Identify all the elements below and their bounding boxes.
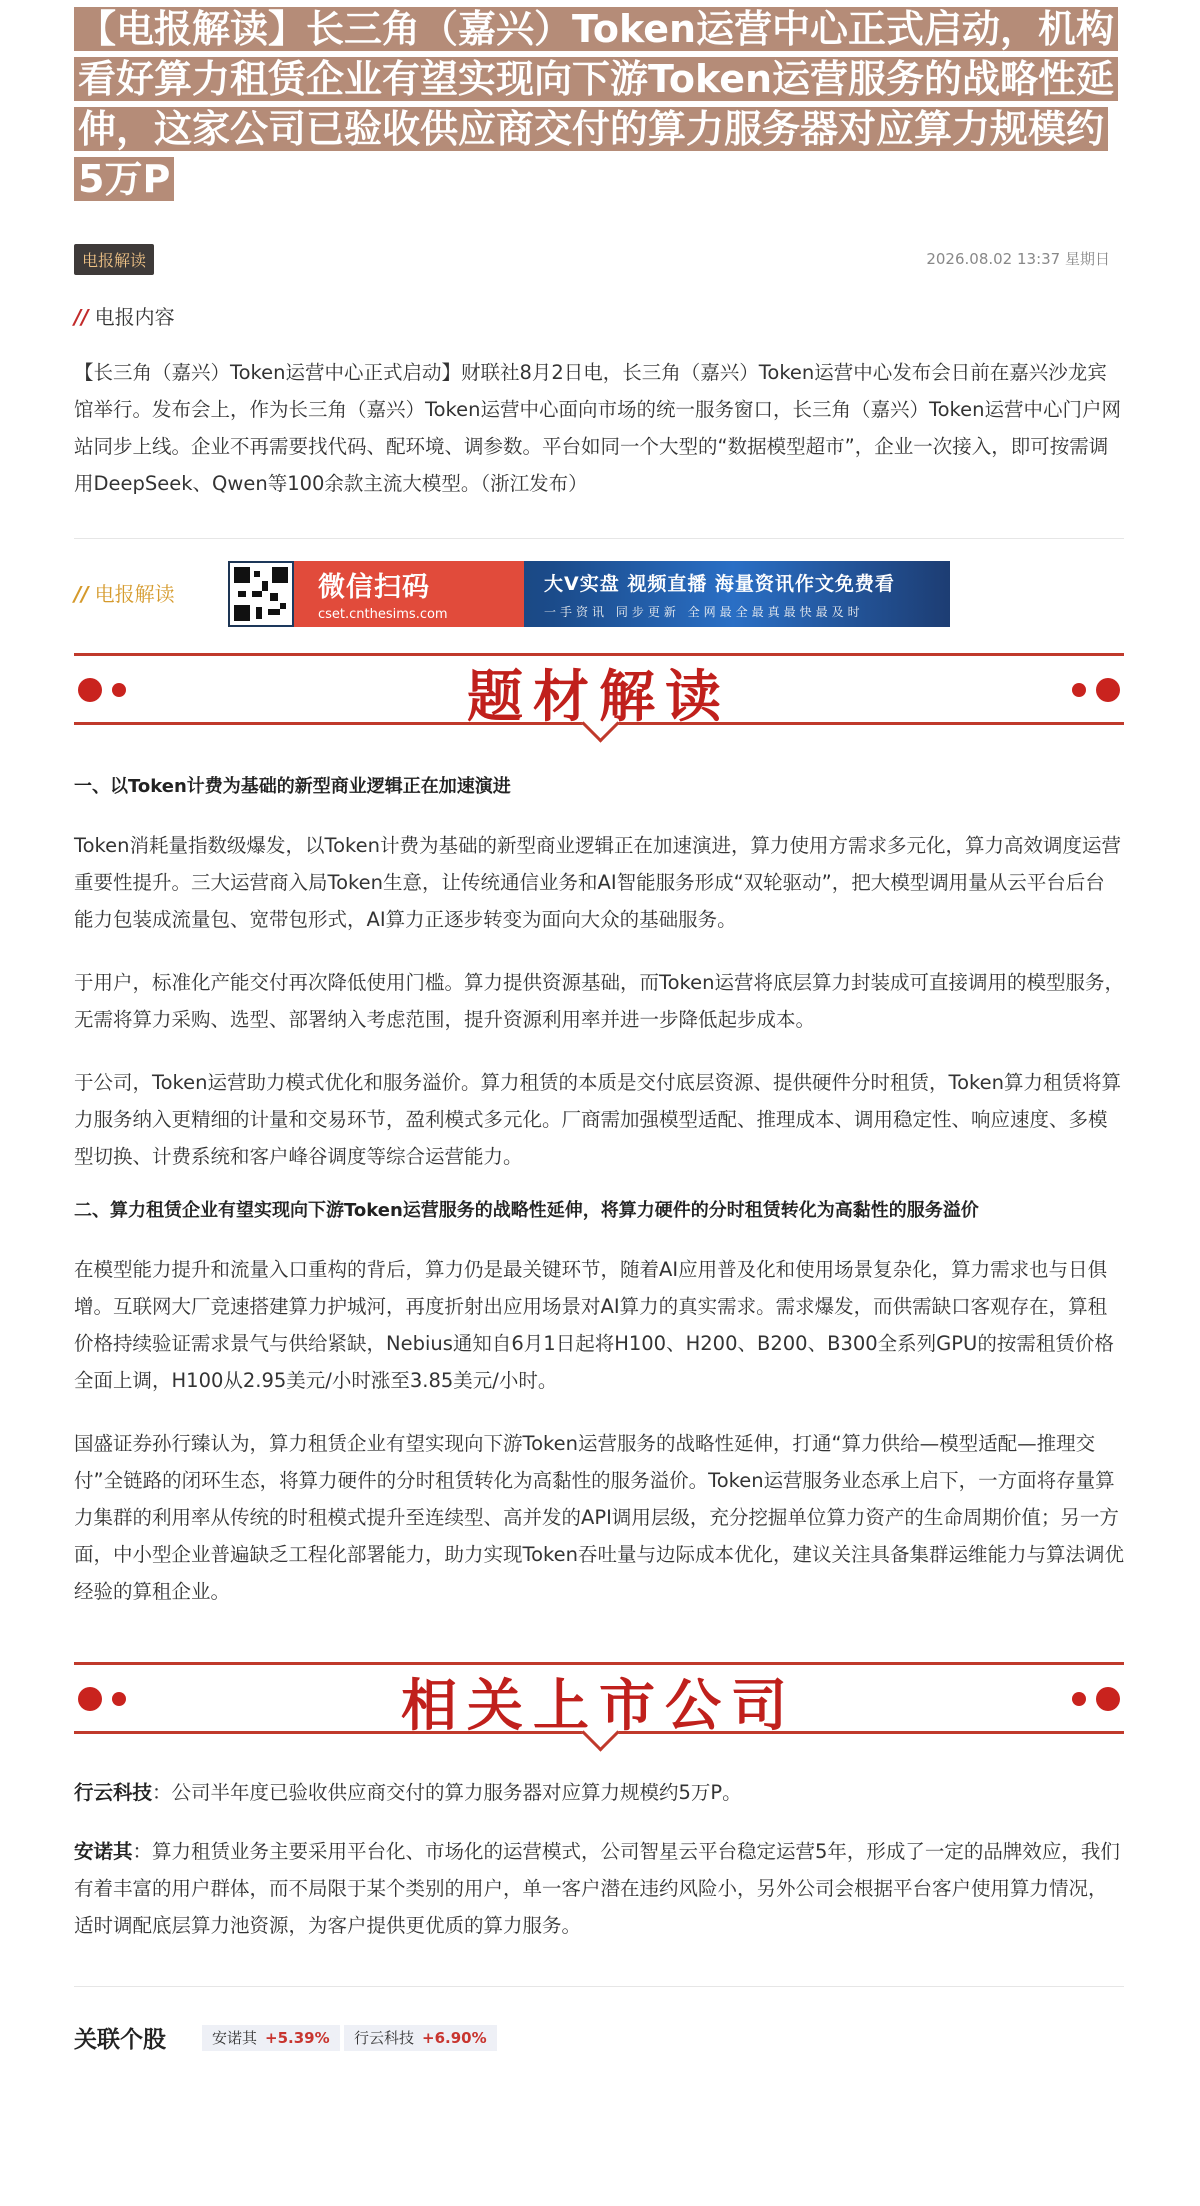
article: [74, 0, 1124, 2057]
section-ribbon-companies: [74, 1650, 1124, 1760]
qr-code-icon: [230, 563, 292, 625]
related-stocks-label: 关联个股: [74, 2027, 166, 2053]
banner-slogan: 大V实盘 视频直播 海量资讯作文免费看: [544, 573, 895, 595]
stock-chip[interactable]: 行云科技 +6.90%: [344, 2025, 497, 2051]
slash-icon: //: [74, 582, 89, 606]
interpret-row: [74, 561, 1124, 633]
company-name[interactable]: 行云科技: [74, 1781, 153, 1804]
subheading: 二、算力租赁企业有望实现向下游Token运营服务的战略性延伸，将算力硬件的分时租赁转化为高黏性的服务溢价: [74, 1200, 979, 1221]
section-title: 题材解读: [467, 664, 731, 730]
divider: [74, 538, 1124, 539]
paragraph: 在模型能力提升和流量入口重构的背后，算力仍是最关键环节，随着AI应用普及化和使用场景复杂化，算力需求也与日俱增。互联网大厂竞速搭建算力护城河，再度折射出应用场景对AI算力的真实需求。需求爆发，而供需缺口客观存在，算租价格持续验证需求景气与供给紧缺，Nebius通知自6月1日起将H100、H200、B200、B300全系列GPU的按需租赁价格全面上调，H100从2.95美元/小时涨至3.85美元/小时。: [74, 1258, 1114, 1392]
slash-icon: //: [74, 305, 89, 329]
section-title: 相关上市公司: [401, 1673, 797, 1739]
paragraph: Token消耗量指数级爆发，以Token计费为基础的新型商业逻辑正在加速演进，算力使用方需求多元化，算力高效调度运营重要性提升。三大运营商入局Token生意，让传统通信业务和AI智能服务形成“双轮驱动”，把大模型调用量从云平台后台能力包装成流量包、宽带包形式，AI算力正逐步转变为面向大众的基础服务。: [74, 834, 1121, 931]
company-item: 行云科技：公司半年度已验收供应商交付的算力服务器对应算力规模约5万P。: [74, 1781, 742, 1804]
paragraph: 于用户，标准化产能交付再次降低使用门槛。算力提供资源基础，而Token运营将底层算力封装成可直接调用的模型服务，无需将算力采购、选型、部署纳入考虑范围，提升资源利用率并进一步降低起步成本。: [74, 971, 1124, 1031]
article-headline: 【电报解读】长三角（嘉兴）Token运营中心正式启动，机构看好算力租赁企业有望实现向下游Token运营服务的战略性延伸，这家公司已验收供应商交付的算力服务器对应算力规模约5万P: [74, 4, 1124, 204]
article-meta: [74, 238, 1124, 278]
divider: [74, 1986, 1124, 1987]
wechat-ad-banner[interactable]: [228, 561, 950, 627]
stock-chip[interactable]: 安诺其 +5.39%: [202, 2025, 340, 2051]
banner-subtext: 一手资讯 同步更新 全网最全最真最快最及时: [544, 605, 864, 619]
telegraph-body: 【长三角（嘉兴）Token运营中心正式启动】财联社8月2日电，长三角（嘉兴）Token运营中心发布会日前在嘉兴沙龙宾馆举行。发布会上，作为长三角（嘉兴）Token运营中心面向市场的统一服务窗口，长三角（嘉兴）Token运营中心门户网站同步上线。企业不再需要找代码、配环境、调参数。平台如同一个大型的“数据模型超市”，企业一次接入，即可按需调用DeepSeek、Qwen等100余款主流大模型。（浙江发布）: [74, 361, 1121, 495]
related-stocks: [74, 2017, 1124, 2057]
telegraph-section-label: // 电报内容: [74, 305, 175, 329]
paragraph: 国盛证券孙行臻认为，算力租赁企业有望实现向下游Token运营服务的战略性延伸，打通“算力供给—模型适配—推理交付”全链路的闭环生态，将算力硬件的分时租赁转化为高黏性的服务溢价。Token运营服务业态承上启下，一方面将存量算力集群的利用率从传统的时租模式提升至连续型、高并发的API调用层级，充分挖掘单位算力资产的生命周期价值；另一方面，中小型企业普遍缺乏工程化部署能力，助力实现Token吞吐量与边际成本优化，建议关注具备集群运维能力与算法调优经验的算租企业。: [74, 1432, 1124, 1603]
category-tag[interactable]: 电报解读: [74, 244, 154, 275]
banner-url: cset.cnthesims.com: [318, 607, 448, 622]
interpret-section-label: // 电报解读: [74, 582, 175, 606]
publish-date: 2026.08.02 13:37 星期日: [926, 250, 1110, 268]
banner-scan-text: 微信扫码: [318, 572, 430, 603]
paragraph: 于公司，Token运营助力模式优化和服务溢价。算力租赁的本质是交付底层资源、提供硬件分时租赁，Token算力租赁将算力服务纳入更精细的计量和交易环节，盈利模式多元化。厂商需加强模型适配、推理成本、调用稳定性、响应速度、多模型切换、计费系统和客户峰谷调度等综合运营能力。: [74, 1071, 1121, 1168]
company-item: 安诺其：算力租赁业务主要采用平台化、市场化的运营模式，公司智星云平台稳定运营5年，形成了一定的品牌效应，我们有着丰富的用户群体，而不局限于某个类别的用户，单一客户潜在违约风险小，另外公司会根据平台客户使用算力情况，适时调配底层算力池资源，为客户提供更优质的算力服务。: [74, 1840, 1120, 1937]
subheading: 一、以Token计费为基础的新型商业逻辑正在加速演进: [74, 776, 511, 797]
company-name[interactable]: 安诺其: [74, 1840, 133, 1863]
section-ribbon-topic: [74, 641, 1124, 751]
